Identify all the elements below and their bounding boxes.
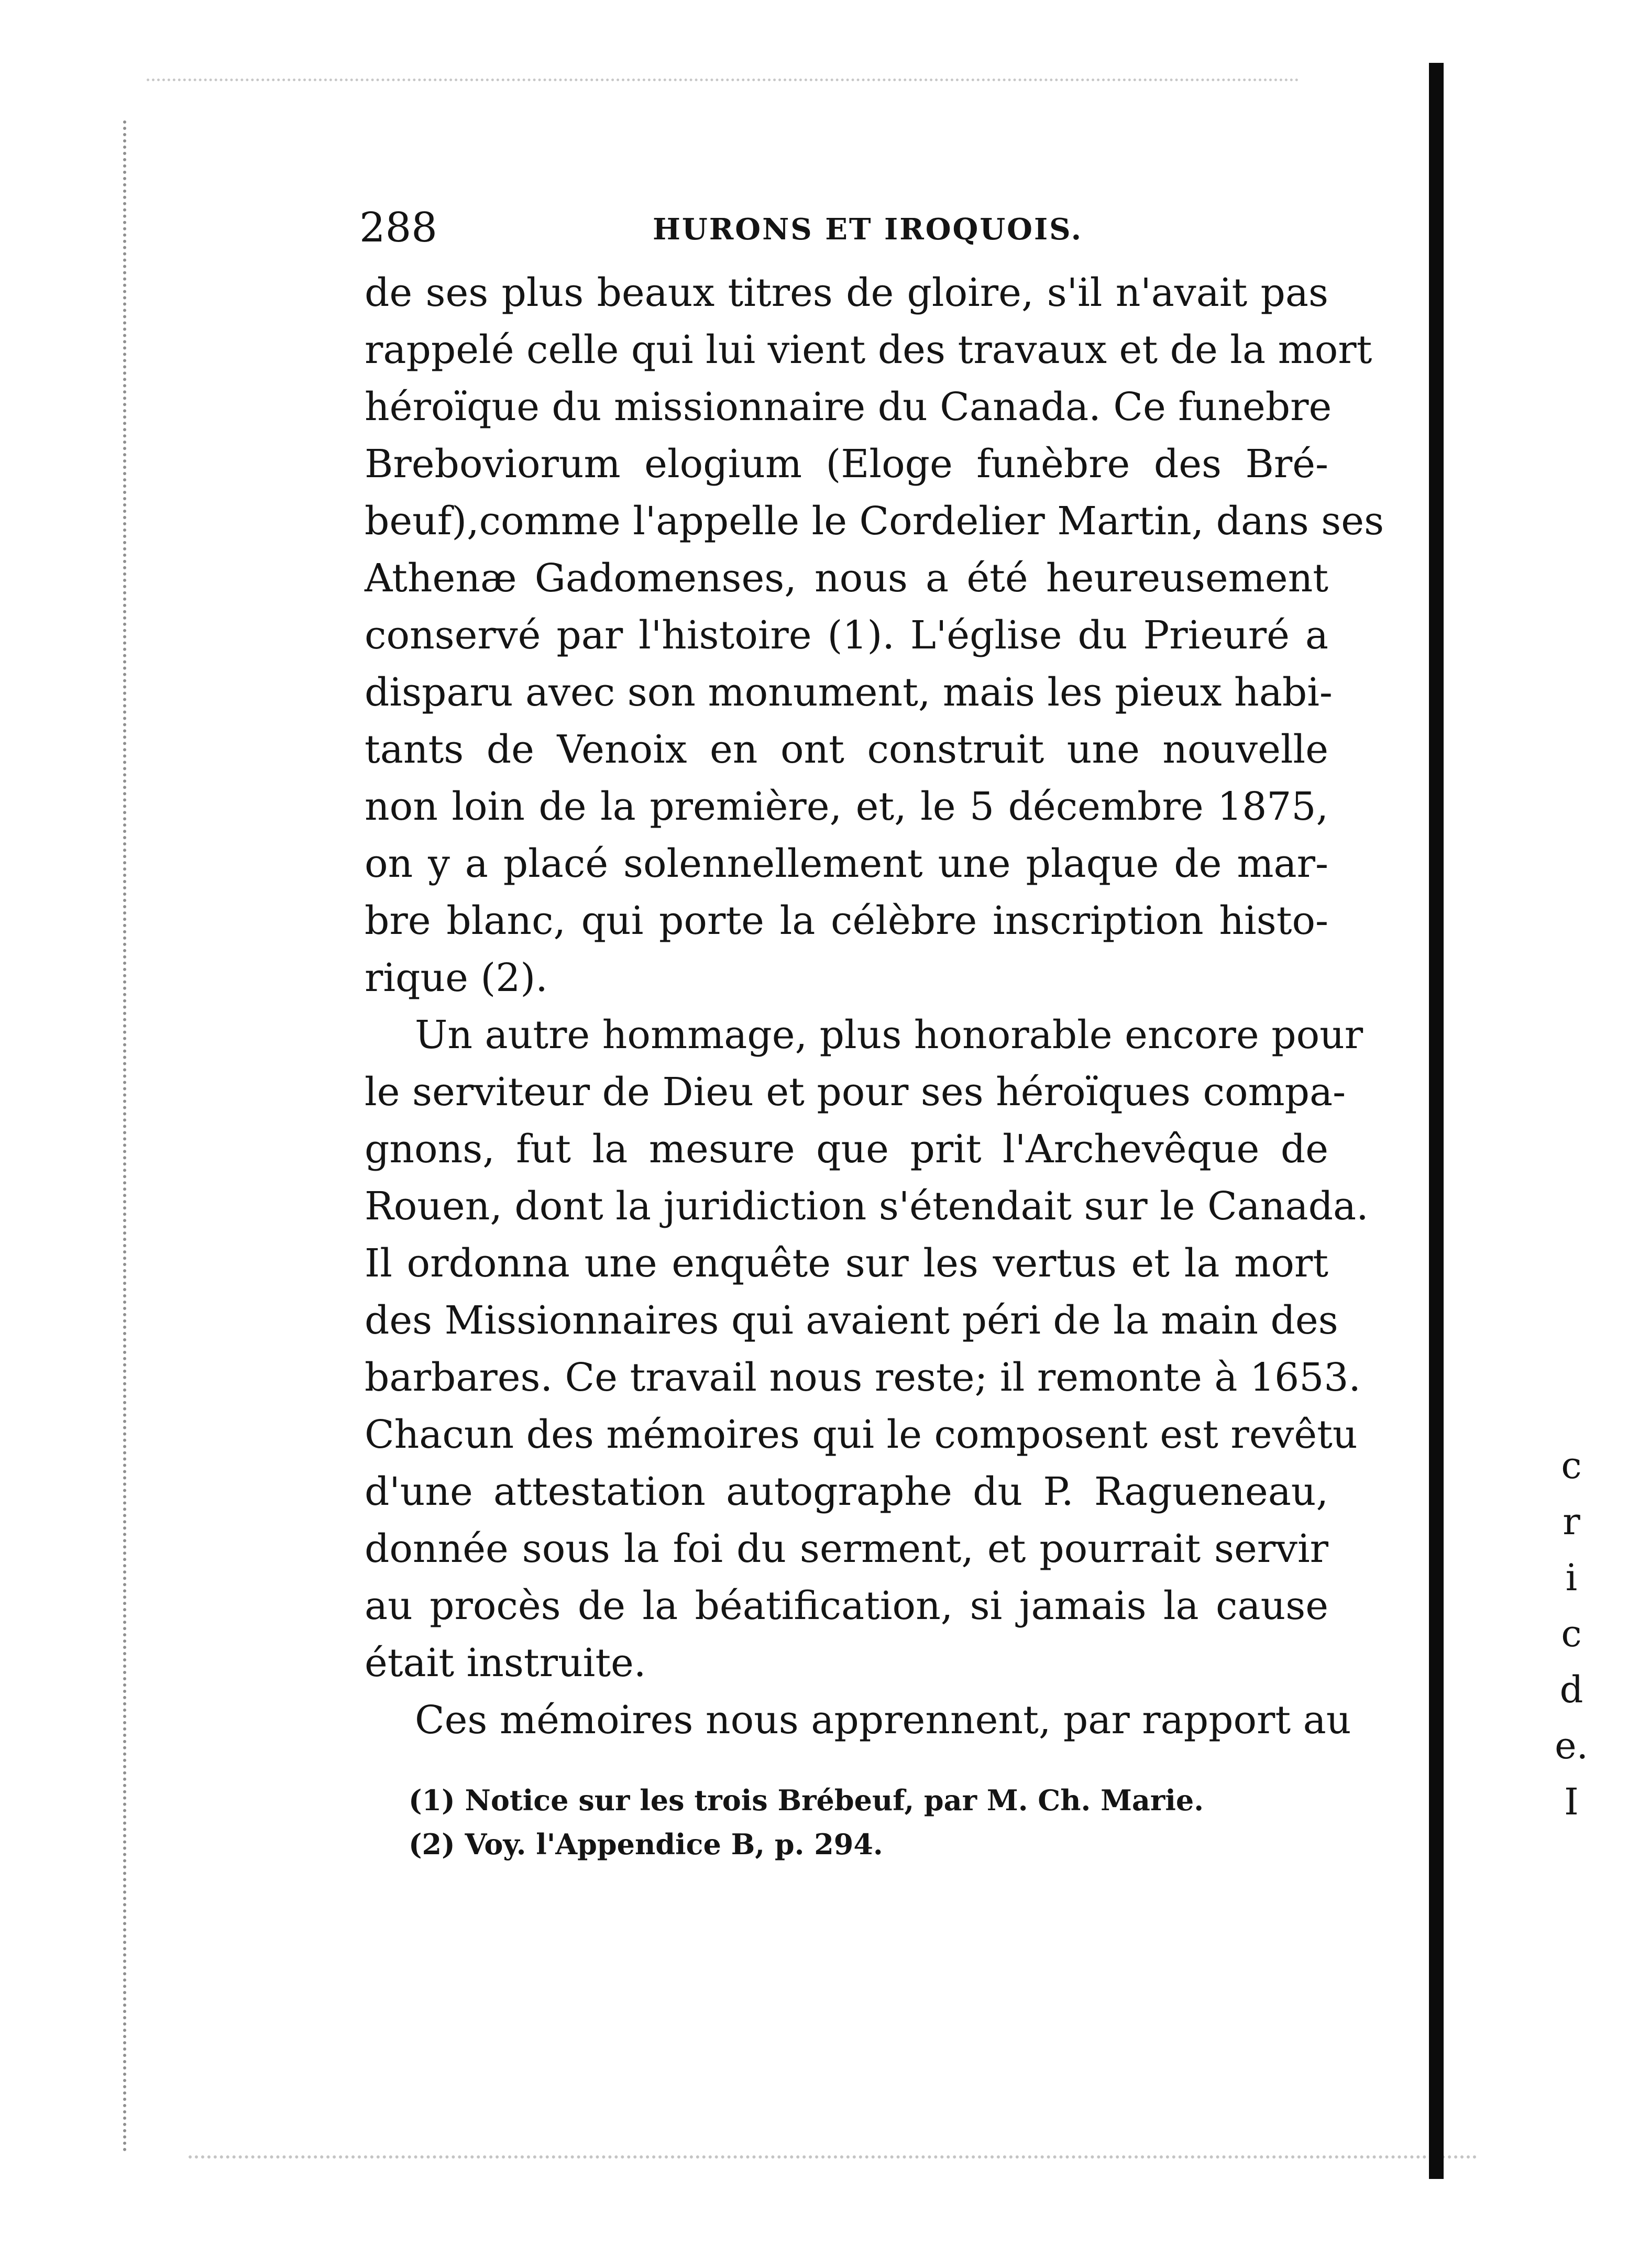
- text-line: conservé par l'histoire (1). L'église du Prieuré a: [365, 613, 1328, 658]
- text-line: Il ordonna une enquête sur les vertus et la mort: [365, 1241, 1328, 1286]
- text-line: beuf),comme l'appelle le Cordelier Martin, dans ses: [365, 499, 1384, 544]
- text-line: rappelé celle qui lui vient des travaux et de la mort: [365, 327, 1372, 372]
- footnote: (1) Notice sur les trois Brébeuf, par M. Ch. Marie.: [409, 1783, 1204, 1817]
- text-line: au procès de la béatification, si jamais la cause: [365, 1583, 1328, 1628]
- fragment-char: d: [1559, 1668, 1583, 1711]
- text-line: Athenæ Gadomenses, nous a été heureusement: [365, 556, 1328, 601]
- text-line: barbares. Ce travail nous reste; il remonte à 1653.: [365, 1355, 1361, 1400]
- text-line: Rouen, dont la juridiction s'étendait sur le Canada.: [365, 1184, 1369, 1229]
- text-line: Breboviorum elogium (Eloge funèbre des Bré-: [365, 442, 1328, 487]
- fragment-char: c: [1561, 1612, 1582, 1655]
- scan-edge-bottom: [189, 2155, 1477, 2163]
- text-line: de ses plus beaux titres de gloire, s'il n'avait pas: [365, 270, 1328, 315]
- page-number: 288: [359, 204, 437, 251]
- text-line: tants de Venoix en ont construit une nouvelle: [365, 727, 1328, 772]
- text-line: le serviteur de Dieu et pour ses héroïques compa-: [365, 1070, 1346, 1115]
- page-header: [359, 202, 1328, 254]
- text-line: des Missionnaires qui avaient péri de la main des: [365, 1298, 1338, 1343]
- text-line: gnons, fut la mesure que prit l'Archevêque de: [365, 1127, 1328, 1172]
- book-gutter-shadow: [1429, 63, 1444, 2179]
- text-line: d'une attestation autographe du P. Ragueneau,: [365, 1469, 1328, 1514]
- text-line: Ces mémoires nous apprennent, par rapport au: [415, 1698, 1351, 1743]
- running-title: HURONS ET IROQUOIS.: [653, 212, 1083, 247]
- fragment-char: i: [1565, 1556, 1578, 1599]
- scan-edge-top: [147, 79, 1299, 85]
- fragment-char: e.: [1555, 1724, 1588, 1767]
- footnotes: [409, 1778, 1278, 1866]
- text-line: était instruite.: [365, 1641, 646, 1686]
- facing-page-fragments: [1545, 1438, 1598, 1830]
- text-line: rique (2).: [365, 955, 548, 1000]
- text-line: disparu avec son monument, mais les pieux habi-: [365, 670, 1333, 715]
- text-line: non loin de la première, et, le 5 décembre 1875,: [365, 784, 1328, 829]
- scan-edge-left: [123, 120, 126, 2153]
- fragment-char: r: [1563, 1500, 1580, 1543]
- fragment-char: I: [1564, 1780, 1579, 1823]
- footnote: (2) Voy. l'Appendice B, p. 294.: [409, 1827, 883, 1861]
- text-line: Chacun des mémoires qui le composent est revêtu: [365, 1412, 1358, 1457]
- text-line: Un autre hommage, plus honorable encore pour: [415, 1012, 1363, 1058]
- body-text: [365, 265, 1384, 1749]
- text-line: bre blanc, qui porte la célèbre inscription histo-: [365, 898, 1328, 943]
- fragment-char: c: [1561, 1444, 1582, 1487]
- text-line: héroïque du missionnaire du Canada. Ce funebre: [365, 384, 1332, 430]
- text-line: donnée sous la foi du serment, et pourrait servir: [365, 1526, 1328, 1571]
- text-line: on y a placé solennellement une plaque de mar-: [365, 841, 1328, 886]
